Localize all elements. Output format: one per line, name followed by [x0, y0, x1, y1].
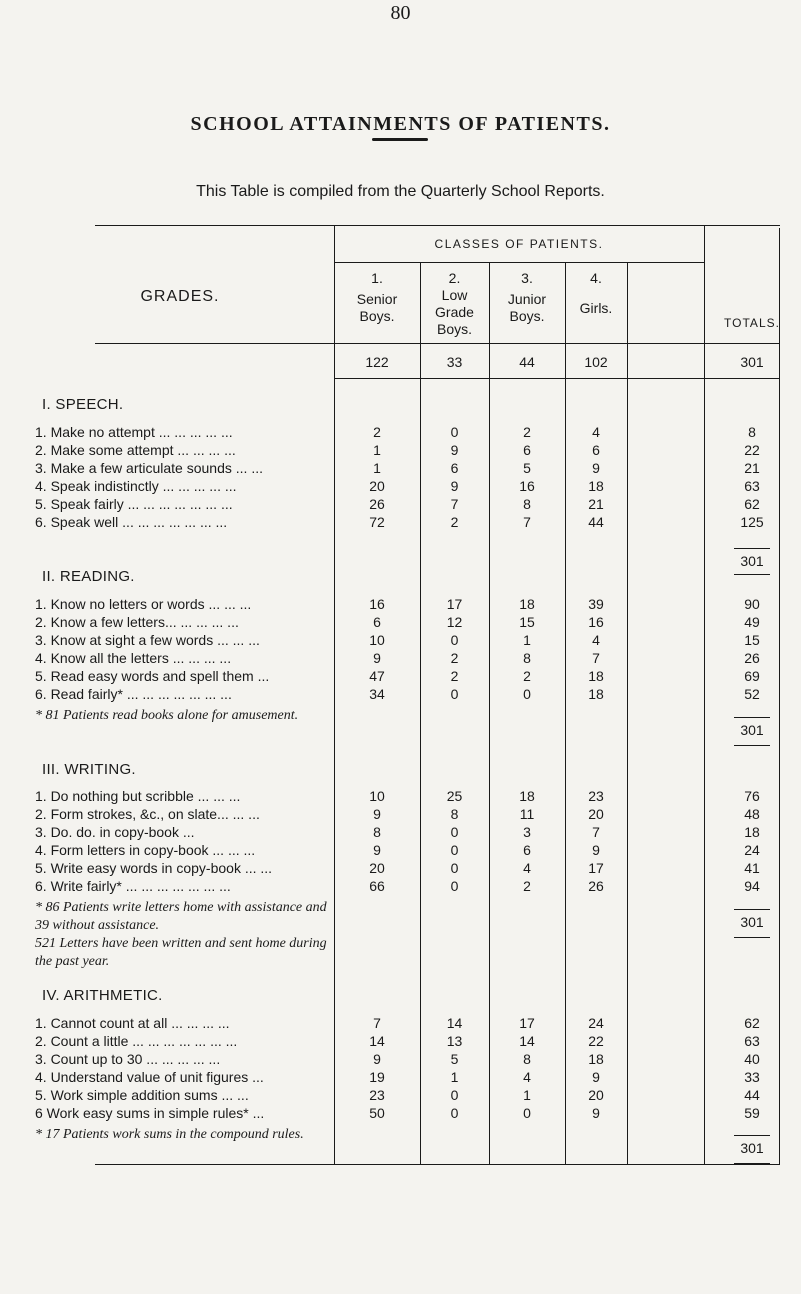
table-cell: 1 — [373, 442, 381, 458]
table-cell: 62 — [744, 1015, 760, 1031]
table-cell: 19 — [369, 1069, 385, 1085]
column-number: 3. — [521, 270, 533, 286]
table-cell: 9 — [592, 1069, 600, 1085]
row-label: 2. Form strokes, &c., on slate... ... ... — [35, 806, 260, 822]
total-rule — [734, 548, 770, 549]
total-rule — [734, 937, 770, 938]
total-rule — [734, 909, 770, 910]
table-cell: 18 — [588, 1051, 604, 1067]
row-label: 5. Work simple addition sums ... ... — [35, 1087, 249, 1103]
table-cell: 7 — [373, 1015, 381, 1031]
table-cell: 17 — [519, 1015, 535, 1031]
count-junior-boys: 44 — [519, 354, 535, 370]
table-cell: 15 — [744, 632, 760, 648]
section-total: 301 — [740, 914, 764, 930]
column-header-senior-boys — [334, 270, 420, 325]
table-cell: 14 — [369, 1033, 385, 1049]
table-cell: 11 — [519, 806, 535, 822]
table-cell: 24 — [744, 842, 760, 858]
table-cell: 2 — [450, 650, 459, 666]
table-cell: 16 — [369, 596, 385, 612]
row-label: 5. Write easy words in copy-book ... ... — [35, 860, 273, 876]
table-cell: 14 — [446, 1015, 463, 1031]
table-cell: 7 — [592, 650, 600, 666]
table-cell: 0 — [450, 1087, 459, 1103]
row-label: 6 Work easy sums in simple rules* ... — [35, 1105, 265, 1121]
table-cell: 125 — [740, 514, 764, 530]
count-total: 301 — [740, 354, 764, 370]
table-cell: 76 — [744, 788, 760, 804]
count-low-grade-boys: 33 — [446, 354, 463, 370]
table-cell: 9 — [450, 478, 459, 494]
table-cell: 6 — [523, 442, 531, 458]
table-cell: 7 — [450, 496, 459, 512]
table-cell: 52 — [744, 686, 760, 702]
section-note: * 81 Patients read books alone for amusement. — [35, 708, 299, 723]
table-cell: 50 — [369, 1105, 385, 1121]
table-cell: 8 — [523, 650, 531, 666]
column-number: 1. — [371, 270, 383, 286]
table-cell: 8 — [523, 1051, 531, 1067]
section-heading-reading: II. READING. — [42, 568, 135, 585]
table-cell: 6 — [592, 442, 600, 458]
table-cell: 0 — [450, 1105, 459, 1121]
table-cell: 9 — [373, 650, 381, 666]
row-label: 3. Make a few articulate sounds ... ... — [35, 460, 263, 476]
column-number: 4. — [590, 270, 602, 286]
title-underline — [372, 138, 428, 141]
table-cell: 62 — [744, 496, 760, 512]
table-cell: 26 — [369, 496, 385, 512]
table-cell: 66 — [369, 878, 385, 894]
table-cell: 8 — [373, 824, 381, 840]
table-cell: 18 — [588, 686, 604, 702]
table-cell: 26 — [588, 878, 604, 894]
table-cell: 0 — [523, 686, 531, 702]
table-cell: 44 — [744, 1087, 760, 1103]
table-cell: 2 — [450, 668, 459, 684]
row-label: 1. Make no attempt ... ... ... ... ... — [35, 424, 233, 440]
table-cell: 8 — [523, 496, 531, 512]
row-label: 1. Cannot count at all ... ... ... ... — [35, 1015, 230, 1031]
table-cell: 24 — [588, 1015, 604, 1031]
table-cell: 5 — [450, 1051, 459, 1067]
table-cell: 18 — [588, 668, 604, 684]
column-header-junior-boys — [489, 270, 565, 325]
table-cell: 94 — [744, 878, 760, 894]
table-cell: 4 — [592, 632, 600, 648]
table-cell: 17 — [588, 860, 604, 876]
table-bottom-rule — [95, 1164, 780, 1165]
table-cell: 0 — [450, 424, 459, 440]
totals-header: TOTALS. — [724, 316, 780, 330]
table-cell: 63 — [744, 1033, 760, 1049]
table-cell: 47 — [369, 668, 385, 684]
table-cell: 2 — [523, 878, 531, 894]
table-cell: 16 — [588, 614, 604, 630]
table-cell: 14 — [519, 1033, 535, 1049]
grades-header: GRADES. — [140, 288, 220, 305]
page-title: SCHOOL ATTAINMENTS OF PATIENTS. — [190, 113, 611, 135]
table-cell: 49 — [744, 614, 760, 630]
count-senior-boys: 122 — [365, 354, 389, 370]
row-label: 4. Form letters in copy-book ... ... ... — [35, 842, 256, 858]
table-cell: 9 — [373, 806, 381, 822]
table-cell: 69 — [744, 668, 760, 684]
table-cell: 18 — [519, 596, 535, 612]
table-cell: 18 — [519, 788, 535, 804]
table-cell: 9 — [592, 460, 600, 476]
total-rule — [734, 717, 770, 718]
column-name: Low Grade Boys. — [435, 287, 474, 337]
total-rule — [734, 574, 770, 575]
total-rule — [734, 745, 770, 746]
table-cell: 1 — [523, 632, 531, 648]
table-cell: 9 — [373, 1051, 381, 1067]
row-label: 3. Know at sight a few words ... ... ... — [35, 632, 260, 648]
table-cell: 1 — [373, 460, 381, 476]
table-cell: 7 — [523, 514, 531, 530]
table-cell: 0 — [450, 632, 459, 648]
table-cell: 9 — [450, 442, 459, 458]
table-cell: 44 — [588, 514, 604, 530]
table-cell: 25 — [446, 788, 463, 804]
table-cell: 3 — [523, 824, 531, 840]
table-cell: 0 — [523, 1105, 531, 1121]
table-cell: 0 — [450, 878, 459, 894]
row-label: 5. Speak fairly ... ... ... ... ... ... ... — [35, 496, 233, 512]
column-name: Junior Boys. — [507, 291, 547, 324]
table-cell: 17 — [446, 596, 463, 612]
table-cell: 41 — [744, 860, 760, 876]
table-cell: 4 — [523, 860, 531, 876]
column-name: Girls. — [579, 300, 613, 316]
table-cell: 0 — [450, 824, 459, 840]
total-rule — [734, 1163, 770, 1164]
table-cell: 48 — [744, 806, 760, 822]
row-label: 3. Count up to 30 ... ... ... ... ... — [35, 1051, 221, 1067]
classes-underline — [334, 262, 704, 263]
table-cell: 18 — [744, 824, 760, 840]
table-cell: 13 — [446, 1033, 463, 1049]
counts-bottom-rule — [334, 378, 780, 379]
column-header-girls — [565, 270, 627, 317]
column-name: Senior Boys. — [356, 291, 398, 324]
table-cell: 1 — [450, 1069, 459, 1085]
table-cell: 7 — [592, 824, 600, 840]
section-note: * 86 Patients write letters home with assistance and 39 without assistance. — [35, 900, 327, 933]
row-label: 6. Speak well ... ... ... ... ... ... ... — [35, 514, 228, 530]
table-cell: 33 — [744, 1069, 760, 1085]
table-top-rule — [95, 225, 780, 226]
table-cell: 40 — [744, 1051, 760, 1067]
header-bottom-rule — [95, 343, 780, 344]
section-heading-writing: III. WRITING. — [42, 761, 136, 778]
table-cell: 8 — [748, 424, 756, 440]
table-cell: 90 — [744, 596, 760, 612]
classes-header: CLASSES OF PATIENTS. — [434, 237, 604, 251]
section-heading-arithmetic: IV. ARITHMETIC. — [42, 987, 163, 1004]
table-cell: 34 — [369, 686, 385, 702]
row-label: 4. Speak indistinctly ... ... ... ... ... — [35, 478, 237, 494]
table-cell: 22 — [744, 442, 760, 458]
table-cell: 23 — [588, 788, 604, 804]
column-header-low-grade-boys — [420, 270, 489, 338]
count-girls: 102 — [584, 354, 608, 370]
row-label: 2. Make some attempt ... ... ... ... — [35, 442, 236, 458]
column-number: 2. — [448, 270, 461, 286]
table-cell: 9 — [373, 842, 381, 858]
row-label: 1. Do nothing but scribble ... ... ... — [35, 788, 241, 804]
row-label: 2. Count a little ... ... ... ... ... ... ... — [35, 1033, 238, 1049]
table-cell: 15 — [519, 614, 535, 630]
page-number: 80 — [390, 2, 411, 24]
table-cell: 22 — [588, 1033, 604, 1049]
row-label: 4. Know all the letters ... ... ... ... — [35, 650, 232, 666]
table-cell: 23 — [369, 1087, 385, 1103]
table-cell: 39 — [588, 596, 604, 612]
table-cell: 0 — [450, 686, 459, 702]
table-cell: 16 — [519, 478, 535, 494]
table-cell: 20 — [369, 860, 385, 876]
table-cell: 12 — [446, 614, 463, 630]
section-total: 301 — [740, 553, 764, 569]
table-cell: 1 — [523, 1087, 531, 1103]
table-cell: 8 — [450, 806, 459, 822]
table-cell: 10 — [369, 788, 385, 804]
table-cell: 2 — [523, 668, 531, 684]
table-cell: 2 — [373, 424, 381, 440]
table-cell: 4 — [592, 424, 600, 440]
total-rule — [734, 1135, 770, 1136]
section-note: * 17 Patients work sums in the compound rules. — [35, 1127, 304, 1142]
table-cell: 59 — [744, 1105, 760, 1121]
table-cell: 20 — [369, 478, 385, 494]
section-total: 301 — [740, 1140, 764, 1156]
table-cell: 20 — [588, 806, 604, 822]
table-cell: 2 — [450, 514, 459, 530]
row-label: 3. Do. do. in copy-book ... — [35, 824, 195, 840]
table-cell: 21 — [588, 496, 604, 512]
row-label: 4. Understand value of unit figures ... — [35, 1069, 264, 1085]
row-label: 1. Know no letters or words ... ... ... — [35, 596, 252, 612]
row-label: 6. Write fairly* ... ... ... ... ... ... ... — [35, 878, 231, 894]
row-label: 6. Read fairly* ... ... ... ... ... ... ... — [35, 686, 232, 702]
table-cell: 0 — [450, 842, 459, 858]
table-cell: 9 — [592, 1105, 600, 1121]
table-cell: 2 — [523, 424, 531, 440]
table-cell: 5 — [523, 460, 531, 476]
table-cell: 20 — [588, 1087, 604, 1103]
table-cell: 0 — [450, 860, 459, 876]
table-cell: 18 — [588, 478, 604, 494]
section-heading-speech: I. SPEECH. — [42, 396, 124, 413]
section-total: 301 — [740, 722, 764, 738]
table-cell: 26 — [744, 650, 760, 666]
row-label: 2. Know a few letters... ... ... ... ... — [35, 614, 239, 630]
subtitle: This Table is compiled from the Quarterly School Reports. — [196, 183, 605, 200]
table-cell: 63 — [744, 478, 760, 494]
table-cell: 6 — [450, 460, 459, 476]
table-cell: 72 — [369, 514, 385, 530]
table-cell: 6 — [373, 614, 381, 630]
table-cell: 6 — [523, 842, 531, 858]
section-note: 521 Letters have been written and sent home during the past year. — [35, 936, 327, 969]
col-divider-4 — [627, 262, 628, 1164]
table-cell: 4 — [523, 1069, 531, 1085]
row-label: 5. Read easy words and spell them ... — [35, 668, 270, 684]
table-cell: 21 — [744, 460, 760, 476]
table-cell: 10 — [369, 632, 385, 648]
table-cell: 9 — [592, 842, 600, 858]
